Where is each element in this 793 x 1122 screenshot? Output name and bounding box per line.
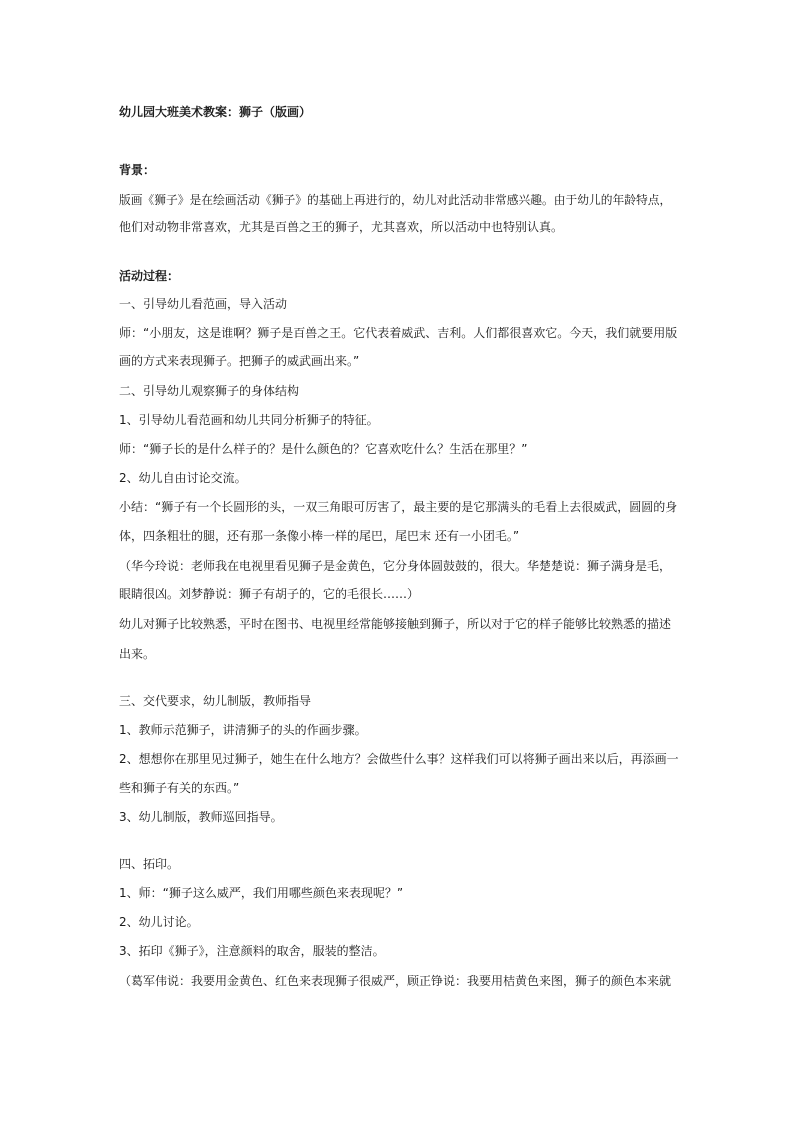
section2-note-line: 出来。 xyxy=(119,647,156,661)
section2-note-line: 幼儿对狮子比较熟悉，平时在图书、电视里经常能够接触到狮子，所以对于它的样子能够比较熟悉的描述 xyxy=(119,617,672,631)
section4-item3: 3、拓印《狮子》，注意颜料的取舍，服装的整洁。 xyxy=(119,944,385,958)
background-paragraph-line: 版画《狮子》是在绘画活动《狮子》的基础上再进行的，幼儿对此活动非常感兴趣。由于幼儿的年龄特点， xyxy=(119,193,672,207)
section1-paragraph-line: 画的方式来表现狮子。把狮子的威武画出来。” xyxy=(119,354,360,368)
section3-item2-line: 些和狮子有关的东西。” xyxy=(119,781,240,795)
section2-item1: 1、引导幼儿看范画和幼儿共同分析狮子的特征。 xyxy=(119,413,379,427)
section1-paragraph-line: 师：“小朋友，这是谁啊？狮子是百兽之王。它代表着威武、吉利。人们都很喜欢它。今天，我们就要用版 xyxy=(119,326,678,340)
background-heading: 背景： xyxy=(119,163,156,177)
section3-item2-line: 2、想想你在那里见过狮子，她生在什么地方？会做些什么事？这样我们可以将狮子画出来以后，再添画一 xyxy=(119,752,679,766)
section4-quote-line: （葛军伟说：我要用金黄色、红色来表现狮子很威严，顾正铮说：我要用桔黄色来图，狮子的颜色本来就 xyxy=(119,974,672,988)
process-heading: 活动过程： xyxy=(119,269,180,283)
section2-item2: 2、幼儿自由讨论交流。 xyxy=(119,471,247,485)
section2-quote-line: 眼睛很凶。刘梦静说：狮子有胡子的，它的毛很长……） xyxy=(119,587,420,601)
section4-heading: 四、拓印。 xyxy=(119,857,180,871)
section2-summary-line: 小结：“狮子有一个长圆形的头，一双三角眼可厉害了，最主要的是它那满头的毛看上去很威武，圆圆的身 xyxy=(119,500,678,514)
section2-item1-teacher: 师：“狮子长的是什么样子的？是什么颜色的？它喜欢吃什么？生活在那里？” xyxy=(119,442,528,456)
section3-heading: 三、交代要求，幼儿制版，教师指导 xyxy=(119,694,312,708)
section3-item3: 3、幼儿制版，教师巡回指导。 xyxy=(119,810,283,824)
document-title: 幼儿园大班美术教案：狮子（版画） xyxy=(119,105,312,119)
section2-heading: 二、引导幼儿观察狮子的身体结构 xyxy=(119,384,300,398)
section4-item1: 1、师：“狮子这么威严，我们用哪些颜色来表现呢？” xyxy=(119,886,404,900)
section4-item2: 2、幼儿讨论。 xyxy=(119,915,199,929)
section2-summary-line: 体，四条粗壮的腿，还有那一条像小棒一样的尾巴，尾巴末 还有一小团毛。” xyxy=(119,529,520,543)
section2-quote-line: （华今玲说：老师我在电视里看见狮子是金黄色，它分身体圆鼓鼓的，很大。华楚楚说：狮子满身是毛， xyxy=(119,559,672,573)
section3-item1: 1、教师示范狮子，讲清狮子的头的作画步骤。 xyxy=(119,723,367,737)
section1-heading: 一、引导幼儿看范画，导入活动 xyxy=(119,297,288,311)
background-paragraph-line: 他们对动物非常喜欢，尤其是百兽之王的狮子，尤其喜欢，所以活动中也特别认真。 xyxy=(119,220,564,234)
